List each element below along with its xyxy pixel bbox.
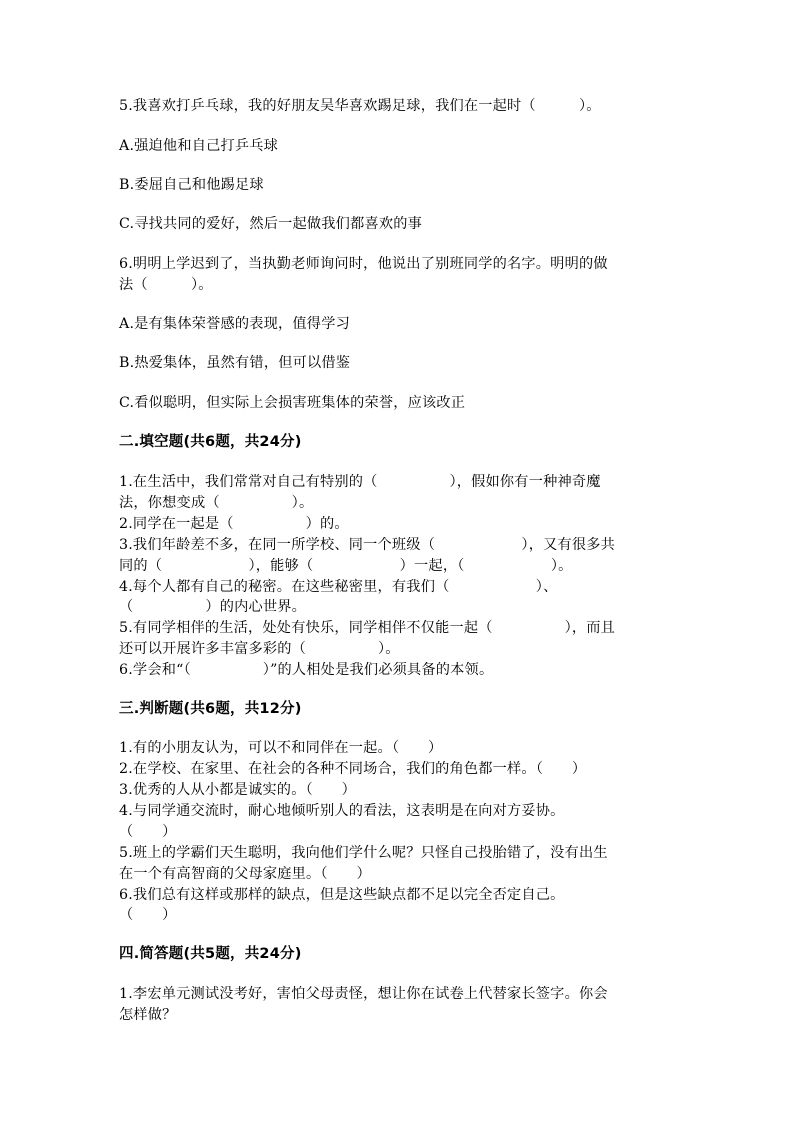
judge-line: 1.有的小朋友认为，可以不和同伴在一起。（ ） — [119, 740, 443, 756]
fill-line: 法，你想变成（ ）。 — [119, 495, 314, 511]
short-answer-line: 1.李宏单元测试没考好，害怕父母责怪，想让你在试卷上代替家长签字。你会 — [119, 986, 608, 1002]
fill-line: 还可以开展许多丰富多彩的（ ）。 — [119, 641, 400, 657]
question-6-option-a: A.是有集体荣誉感的表现，值得学习 — [119, 316, 350, 332]
fill-line: 同的（ ），能够（ ）一起，（ ）。 — [119, 558, 573, 574]
fill-line: 5.有同学相伴的生活，处处有快乐，同学相伴不仅能一起（ ），而且 — [119, 620, 616, 636]
judge-line: 6.我们总有这样或那样的缺点，但是这些缺点都不足以完全否定自己。 — [119, 887, 565, 903]
fill-line: 6.学会和“（ ）”的人相处是我们必须具备的本领。 — [119, 662, 494, 678]
fill-line: 1.在生活中，我们常常对自己有特别的（ ），假如你有一种神奇魔 — [119, 474, 601, 490]
question-5-option-c: C.寻找共同的爱好，然后一起做我们都喜欢的事 — [119, 216, 423, 232]
question-6-option-c: C.看似聪明，但实际上会损害班集体的荣誉，应该改正 — [119, 395, 466, 411]
judge-line: 3.优秀的人从小都是诚实的。（ ） — [119, 782, 357, 798]
judge-line: 5.班上的学霸们天生聪明，我向他们学什么呢？只怪自己投胎错了，没有出生 — [119, 845, 608, 861]
judge-section-heading: 三.判断题(共6题，共12分) — [119, 701, 302, 717]
judge-line: （ ） — [119, 824, 177, 840]
judge-line: （ ） — [119, 907, 177, 923]
judge-line: 4.与同学通交流时，耐心地倾听别人的看法，这表明是在向对方妥协。 — [119, 803, 565, 819]
fill-line: 2.同学在一起是（ ）的。 — [119, 516, 349, 532]
fill-line: （ ）的内心世界。 — [119, 599, 307, 615]
judge-line: 2.在学校、在家里、在社会的各种不同场合，我们的角色都一样。（ ） — [119, 761, 587, 777]
fill-line: 3.我们年龄差不多，在同一所学校、同一个班级（ ），又有很多共 — [119, 537, 616, 553]
question-5-stem: 5.我喜欢打乒乓球，我的好朋友吴华喜欢踢足球，我们在一起时（ ）。 — [119, 98, 601, 114]
question-6-stem-line-2: 法（ ）。 — [119, 277, 213, 293]
question-5-option-a: A.强迫他和自己打乒乓球 — [119, 138, 279, 154]
short-answer-section-heading: 四.简答题(共5题，共24分) — [119, 946, 302, 962]
judge-line: 在一个有高智商的父母家庭里。（ ） — [119, 866, 371, 882]
question-5-option-b: B.委屈自己和他踢足球 — [119, 177, 264, 193]
question-6-stem-line-1: 6.明明上学迟到了，当执勤老师询问时，他说出了别班同学的名字。明明的做 — [119, 256, 608, 272]
short-answer-line: 怎样做？ — [119, 1007, 177, 1023]
question-6-option-b: B.热爱集体，虽然有错，但可以借鉴 — [119, 355, 351, 371]
fill-section-heading: 二.填空题(共6题，共24分) — [119, 434, 302, 450]
fill-line: 4.每个人都有自己的秘密。在这些秘密里，有我们（ ）、 — [119, 579, 558, 595]
